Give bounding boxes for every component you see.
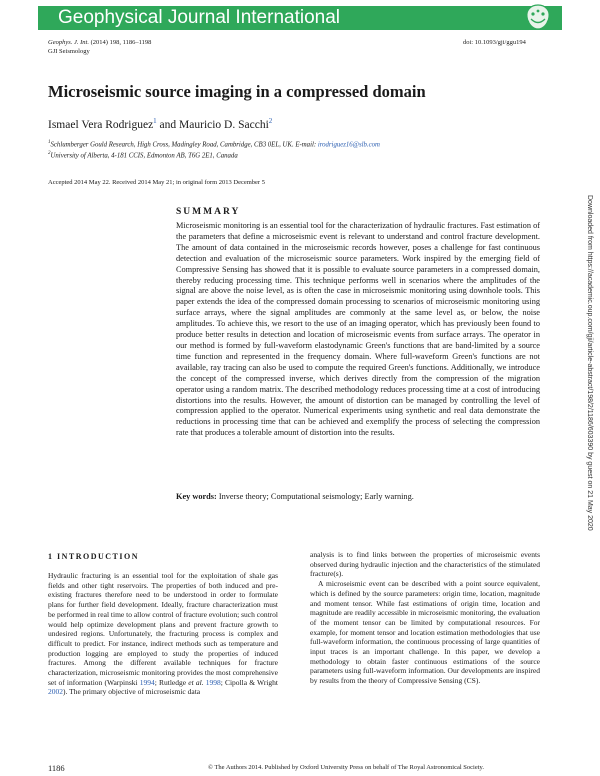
affiliation-2-mark: 2 [48,151,51,157]
ref-warpinski-1994[interactable]: 1994 [139,677,155,687]
intro-paragraph-3: A microseismic event can be described with a point source equivalent, which is defined by the source parameters: origin time, location, magnitude and moment tensor. While fast estimations of origin time, location and magnitude are readily accessible in microseismic monitoring, the evaluation of the moment tensor can be limited by computational resources. For example, for moment tensor and location estimation methodologies that use full-waveform information, the continuous processing of large quantities of input traces is an important challenge. In this paper, we develop a methodology to obtain faster continuous estimations of the source parameters using full-waveform information. Our developments are inspired by results from the theory of Compressive Sensing (CS). [310,579,540,686]
submission-dates: Accepted 2014 May 22. Received 2014 May 21; in original form 2013 December 5 [48,179,265,186]
affiliation-1 [48,138,380,149]
affiliation-2 [48,149,380,160]
author-1-affil-ref[interactable]: 1 [153,117,157,125]
journal-banner [38,6,562,30]
citation-details: (2014) 198, 1186–1198 [88,39,152,46]
intro-text-b: ; Rutledge [154,677,189,687]
author-1: Ismael Vera Rodriguez [48,118,154,131]
ref-rutledge-1998[interactable]: 1998 [205,677,221,687]
citation-journal: Geophys. J. Int. [48,39,89,46]
article-title: Microseismic source imaging in a compressed domain [48,82,426,101]
affiliations [48,138,380,161]
journal-name: Geophysical Journal International [58,7,341,28]
section-heading-introduction: 1 INTRODUCTION [48,552,140,561]
keywords-label: Key words: [176,492,217,501]
section-label: GJI Seismology [48,48,90,55]
copyright-notice: © The Authors 2014. Published by Oxford University Press on behalf of The Royal Astronomical Society. [208,764,484,771]
affiliation-2-text: University of Alberta, 4-181 CCIS, Edmonton AB, T6G 2E1, Canada [50,152,238,160]
intro-paragraph-2: analysis is to find links between the properties of microseismic events observed during hydraulic injection and the characteristics of the stimulated fracture(s). [310,550,540,579]
intro-right-column [310,550,540,686]
ras-crest-icon [520,2,556,32]
citation [48,39,151,47]
intro-et-al: et al. [188,677,204,687]
page-number: 1186 [48,763,65,773]
author-list [48,117,272,131]
summary-heading: SUMMARY [176,207,241,217]
download-watermark: Downloaded from https://academic.oup.com/gji/article-abstract/198/2/1186/603390 by guest on 21 May 2020 [586,195,593,531]
intro-text-a: Hydraulic fracturing is an essential tool for the exploitation of shale gas fields and other tight reservoirs. The properties of both induced and pre-existing fractures therefore need to be understood in order to formulate plans for further field development. Ideally, fracture characterization must be performed in real time to allow control of fracture evolution; such control would help optimize development plans and prevent fracture growth to undesired regions. Unfortunately, the fracturing process is complex and difficult to predict. For instance, indirect methods such as temperature and production logging are employed to study the properties of induced fractures. Among the different available techniques for fracture characterization, microseismic monitoring provides the most comprehensive set of information (Warpinski [48,571,278,687]
intro-text-e: ). The primary objective of microseismic data [63,687,201,697]
keywords [176,492,540,501]
author-2: Mauricio D. Sacchi [179,118,269,131]
author-email-link[interactable]: irodriguez16@slb.com [317,141,380,149]
summary-text: Microseismic monitoring is an essential tool for the characterization of hydraulic fractures. Fast estimation of the parameters that define a microseismic event is relevant to understand and control fracture development. The amount of data contained in the microseismic records however, poses a challenge for fast continuous detection and evaluation of the microseismic source parameters. Work inspired by the emerging field of Compressive Sensing has showed that it is possible to evaluate source parameters in a compressed domain, thereby reducing processing time. This technique performs well in scenarios where the amplitudes of the signal are above the noise level, as is often the case in microseismic monitoring using downhole tools. This paper extends the idea of the compressed domain processing to scenarios of microseismic monitoring using surface arrays, where the signal amplitudes are commonly at the same level as, or below, the noise amplitudes. To achieve this, we resort to the use of an imaging operator, which has previously been found to produce better results in detection and location of microseismic events from surface arrays. The operator in our method is formed by full-waveform elastodynamic Green's functions that are band-limited by a source time function and represented in the frequency domain. Where full-waveform Green's functions are not available, ray tracing can also be used to compute the required Green's functions. Additionally, we introduce the concept of the compressed inverse, which derives directly from the compression of the migration operator using a random matrix. The described methodology reduces processing time at a cost of introducing distortions into the results. However, the amount of distortion can be managed by controlling the level of compression applied to the operator. Numerical experiments using synthetic and real data demonstrate the reductions in processing time that can be achieved and exemplify the process of selecting the compression rate that produces a tolerable amount of distortion into the results. [176,221,540,438]
intro-paragraph-1 [48,571,278,697]
keywords-list: Inverse theory; Computational seismology; Early warning. [216,492,414,501]
affiliation-1-text: Schlumberger Gould Research, High Cross, Madingley Road, Cambridge, CB3 0EL, UK. E-mail: [50,141,318,149]
intro-left-column [48,571,278,697]
author-2-affil-ref[interactable]: 2 [268,117,273,125]
author-join: and [156,118,180,131]
doi[interactable]: doi: 10.1093/gji/ggu194 [463,39,526,46]
ref-cipolla-2002[interactable]: 2002 [48,687,63,697]
affiliation-1-mark: 1 [48,140,51,145]
intro-text-d: ; Cipolla & Wright [220,677,278,687]
